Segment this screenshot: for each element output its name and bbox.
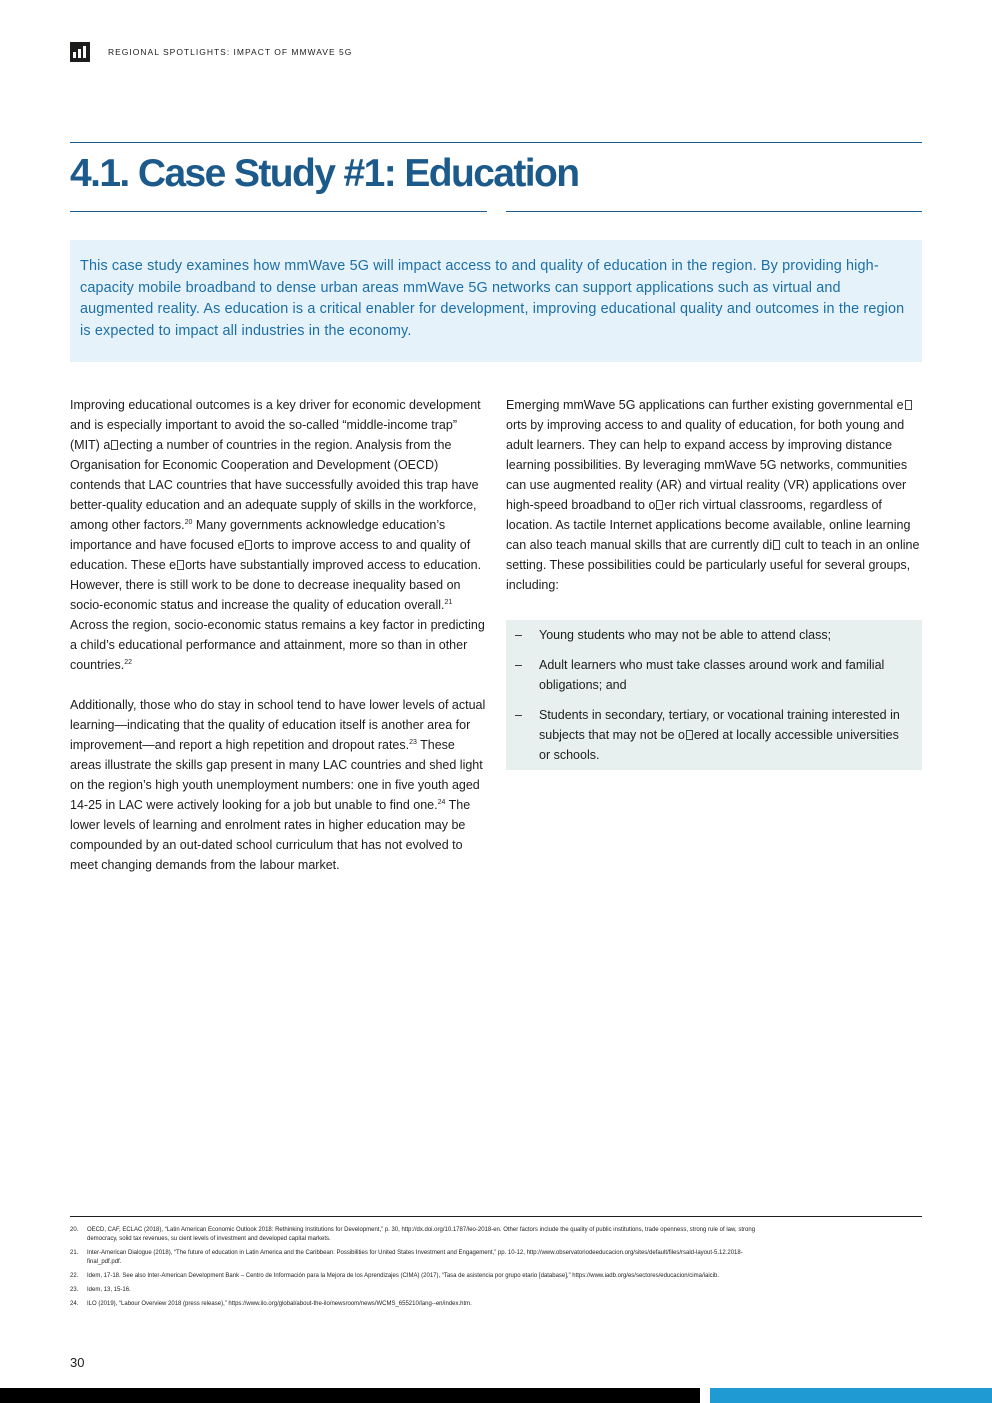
footnote-item: 22. Idem, 17-18. See also Inter-American Development Bank – Centro de Información para la Mejora de los Aprendizajes (CIMA) (2017), “Tasa de asistencia por grupo etario [database],” https://www.iadb.org/es/sectores/educacion/cima/iaicib. [70, 1273, 719, 1279]
list-item: – Adult learners who must take classes around work and familial obligations; and [506, 655, 922, 695]
footnotes [70, 1226, 770, 1314]
footnote-text: Idem, 13, 15-16. [87, 1287, 131, 1293]
page-number: 30 [70, 1355, 85, 1370]
title-bottom-rule-right [506, 211, 922, 212]
footnote-text: Inter-American Dialogue (2018), “The future of education in Latin America and the Caribbean: Possibilities for United States Investment and Engagement,” pp. 10-12, http://www.observatoriodeeducacion.org/sites/default/files/rsald-layout-5.12.2018-final_pdf.pdf. [87, 1250, 743, 1265]
list-item: – Students in secondary, tertiary, or vocational training interested in subjects that may not be o ered at locally accessible universities or schools. [506, 705, 922, 765]
list-item: – Young students who may not be able to attend class; [506, 625, 922, 645]
page-header [70, 42, 352, 62]
right-paragraph-1: Emerging mmWave 5G applications can further existing governmental eorts by improving access to and quality of education, for both young and adult learners. They can help to expand access by improving distance learning possibilities. By leveraging mmWave 5G networks, communities can use augmented reality (AR) and virtual reality (VR) applications over high-speed broadband to o er rich virtual classrooms, regardless of location. As tactile Internet applications become available, online learning can also teach manual skills that are currently di cult to teach in an online setting. These possibilities could be particularly useful for several groups, including: [506, 398, 920, 592]
beneficiary-groups-box [506, 620, 922, 770]
running-header-title: REGIONAL SPOTLIGHTS: IMPACT OF MMWAVE 5G [108, 47, 353, 57]
footnote-text: OECD, CAF, ECLAC (2018), “Latin American Economic Outlook 2018: Rethinking Institutions for Development,” p. 30, http://dx.doi.org/10.1787/leo-2018-en. Other factors include the quality of public institutions, trade openness, strong rule of law, strong democracy, solid tax revenues, su cient levels of investment and developed capital markets. [87, 1227, 756, 1242]
missing-ligature-glyph [905, 400, 912, 410]
left-paragraph-2: Additionally, those who do stay in school tend to have lower levels of actual learning—indicating that the quality of education itself is another area for improvement—and report a high repetition and dropout rates.$^{23}$ These areas illustrate the skills gap present in many LAC countries and shed light on the region’s high youth unemployment numbers: one in five youth aged 14-25 in LAC were actively looking for a job but unable to find one.$^{24}$ The lower levels of learning and enrolment rates in higher education may be compounded by an out-dated school curriculum that has not evolved to meet changing demands from the labour market. [70, 698, 486, 872]
footnote-item: 24. ILO (2019), “Labour Overview 2018 (press release),” https://www.ilo.org/global/about-the-ilo/newsroom/news/WCMS_655210/lang--en/index.htm. [70, 1301, 472, 1307]
footnote-ref-24[interactable]: 24 [437, 799, 446, 806]
dash-bullet-icon: – [515, 658, 522, 672]
missing-ligature-glyph [245, 540, 252, 550]
footnote-item: 20. OECD, CAF, ECLAC (2018), “Latin American Economic Outlook 2018: Rethinking Institutions for Development,” p. 30, http://dx.doi.org/10.1787/leo-2018-en. Other factors include the quality of public institutions, trade openness, strong rule of law, strong democracy, solid tax revenues, su cient levels of investment and developed capital markets. [70, 1227, 756, 1242]
footnote-ref-21[interactable]: 21 [444, 599, 453, 606]
footnote-divider [70, 1216, 922, 1217]
right-column [506, 395, 924, 595]
footer-bar-blue [710, 1388, 992, 1403]
footnote-item: 21. Inter-American Dialogue (2018), “The future of education in Latin America and the Caribbean: Possibilities for United States Investment and Engagement,” pp. 10-12, http://www.observatoriodeeducacion.org/sites/default/files/rsald-layout-5.12.2018-final_pdf.pdf. [70, 1250, 743, 1265]
footnote-text: Idem, 17-18. See also Inter-American Development Bank – Centro de Información para la Mejora de los Aprendizajes (CIMA) (2017), “Tasa de asistencia por grupo etario [database],” https://www.iadb.org/es/sectores/educacion/cima/iaicib. [87, 1273, 719, 1279]
left-paragraph-1: Improving educational outcomes is a key driver for economic development and is especially important to avoid the so-called “middle-income trap” (MIT) a ecting a number of countries in the region. Analysis from the Organisation for Economic Cooperation and Development (OECD) contends that LAC countries that have successfully avoided this trap have better-quality education and an adequate supply of skills in the workforce, among other factors.$^{20}$ Many governments acknowledge education’s importance and have focused e orts to improve access to and quality of education. These e orts have substantially improved access to education. However, there is still work to be done to decrease inequality based on socio-economic status and increase the quality of education overall.$^{21}$ Across the region, socio-economic status remains a key factor in predicting a child’s educational performance and attainment, more so than in other countries.$^{22}$ [70, 398, 485, 672]
footnote-ref-23[interactable]: 23 [409, 739, 417, 746]
left-column [70, 395, 488, 875]
footnote-ref-22[interactable]: 22 [124, 659, 132, 666]
intro-summary-text: This case study examines how mmWave 5G will impact access to and quality of education in the region. By providing high-capacity mobile broadband to dense urban areas mmWave 5G networks can support applications such as virtual and augmented reality. As education is a critical enabler for development, improving educational quality and outcomes in the region is expected to impact all industries in the economy. [80, 258, 905, 340]
title-top-rule [70, 142, 922, 143]
missing-ligature-glyph [656, 500, 663, 510]
missing-ligature-glyph [111, 440, 118, 450]
footnote-ref-20[interactable]: 20 [184, 519, 193, 526]
missing-ligature-glyph [177, 560, 184, 570]
page-title: 4.1. Case Study #1: Education [70, 152, 579, 195]
missing-ligature-glyph [686, 730, 693, 740]
missing-ligature-glyph [773, 540, 780, 550]
dash-bullet-icon: – [515, 628, 522, 642]
footnote-item: 23. Idem, 13, 15-16. [70, 1287, 131, 1293]
intro-summary-box [70, 240, 922, 362]
dash-bullet-icon: – [515, 708, 522, 722]
footnote-text: ILO (2019), “Labour Overview 2018 (press release),” https://www.ilo.org/global/about-the-ilo/newsroom/news/WCMS_655210/lang--en/index.htm. [87, 1301, 472, 1307]
footer-bar-black [0, 1388, 700, 1403]
chart-block-icon [70, 42, 90, 62]
title-bottom-rule-left [70, 211, 487, 212]
